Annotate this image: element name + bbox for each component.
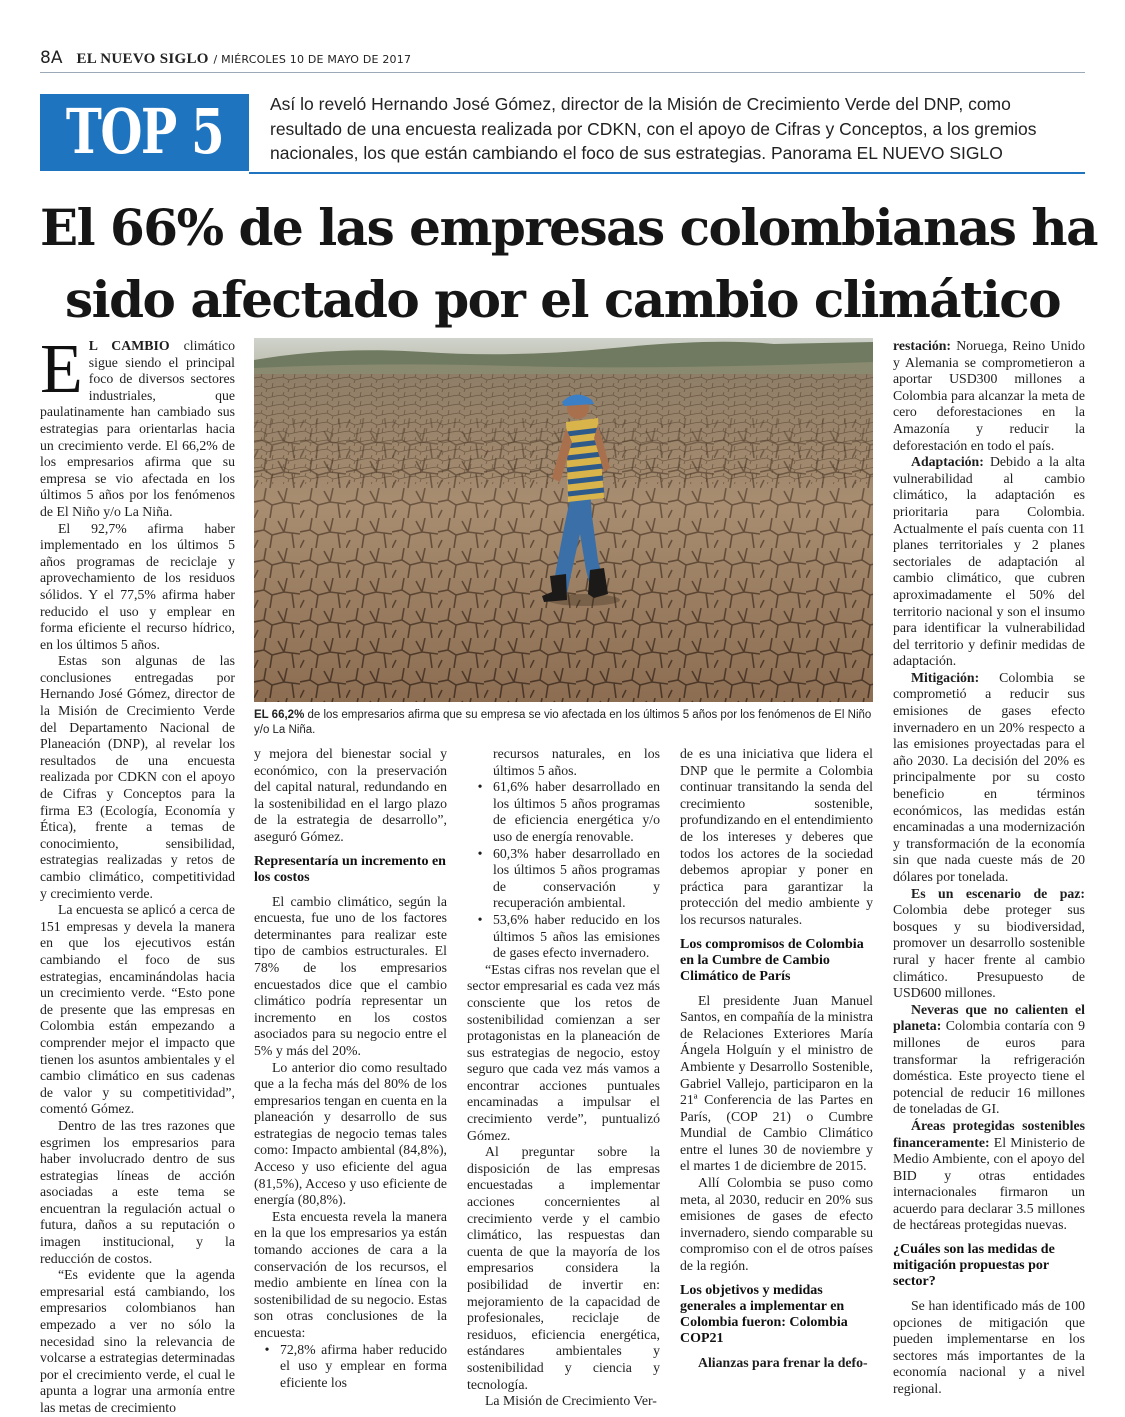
article-paragraph: “Es evidente que la agenda empresarial está cambiando, los empresarios colombianos han empezado a ver no sólo la necesidad sino la relevancia de volcarse a estrategias determinadas por el crecimiento verde, el cual le apunta a lograr una armonía entre las metas de crecimiento xyxy=(40,1267,235,1415)
subheading: Los compromisos de Colombia en la Cumbre de Cambio Climático de París xyxy=(680,936,864,984)
section-lead-bold: restación: xyxy=(893,338,951,353)
bullet-item xyxy=(254,1342,447,1392)
article-paragraph: El cambio climático, según la encuesta, fue uno de los factores determinantes para realizar este tipo de cambios estructurales. El 78% de los empresarios encuestados dice que el cambio climático podría representar un incremento en los costos asociados para su negocio entre el 5% y más del 20%. xyxy=(254,893,447,1058)
lead-in-bold: L CAMBIO xyxy=(88,338,170,353)
article-paragraph: El presidente Juan Manuel Santos, en compañía de la ministra de Relaciones Exteriores María Ángela Holguín y el ministro de Ambiente y Desarrollo Sostenible, Gabriel Vallejo, participaron en la 21ª Conferencia de las Partes en París, (COP 21) o Cumbre Mundial de Cambio Climático entre el lunes 30 de noviembre y el martes 1 de diciembre de 2015. xyxy=(680,992,873,1174)
paragraph-text: Debido a la alta vulnerabilidad al cambio climático, la adaptación es prioritaria para Colombia. Actualmente el país cuenta con 11 planes territoriales y 2 planes sectoriales de adaptación al cambio climático, que cubren aproximadamente el 50% del territorio nacional y son el insumo para identificar la vulnerabilidad del territorio y definir medidas de adaptación. xyxy=(893,454,1085,669)
lead-line: resultado de una encuesta realizada por CDKN, con el apoyo de Cifras y Conceptos, a los gremios xyxy=(270,118,1037,139)
subheading: Los objetivos y medidas generales a implementar en Colombia fueron: Colombia COP21 xyxy=(680,1282,848,1346)
bullet-icon: • xyxy=(264,1341,270,1357)
article-paragraph xyxy=(893,1002,1085,1118)
paragraph-text: climático sigue siendo el principal foco de diversos sectores industriales, que paulatinamente han cambiado sus estrategias para orientarlas hacia un crecimiento verde. El 66,2% de los empresarios afirma que su empresa se vio afectada en los últimos 5 años por los fenómenos de El Niño y/o La Niña. xyxy=(40,338,235,519)
article-paragraph xyxy=(893,886,1085,1002)
bullet-spacer xyxy=(467,746,493,779)
article-paragraph: “Estas cifras nos revelan que el sector empresarial es cada vez más consciente que los retos de sostenibilidad comienzan a ser protagonistas en la planeación de sus estrategias de negocio, estoy seguro que cada vez más vamos a encontrar acciones puntuales encaminadas a impulsar el crecimiento verde”, puntualizó Gómez. xyxy=(467,961,660,1143)
drop-cap: E xyxy=(40,331,83,408)
newspaper-name: EL NUEVO SIGLO xyxy=(76,51,209,67)
header-rule xyxy=(40,72,1085,73)
section-lead-bold: Áreas protegidas sostenibles financeramente: xyxy=(893,1117,1085,1150)
article-paragraph xyxy=(680,1355,873,1372)
bullet-icon: • xyxy=(477,911,483,927)
article-paragraph: de es una iniciativa que lidera el DNP que le permite a Colombia continuar transitando la senda del crecimiento sostenible, profundizando en el entendimiento de los intereses y deberes que todos los actores de la sociedad debemos apropiar y poner en práctica para garantizar la protección del medio ambiente y los recursos naturales. xyxy=(680,746,873,927)
article-paragraph: La Misión de Crecimiento Ver- xyxy=(485,1393,657,1409)
article-paragraph: Estas son algunas de las conclusiones entregadas por Hernando José Gómez, director de la Misión de Crecimiento Verde del Departamento Nacional de Planeación (DNP), al revelar los resultados de una encuesta realizada por CDKN con el apoyo de Cifras y Conceptos para la firma E3 (Ecología, Economía y Ética), frente a temas de conocimiento, sensibilidad, estrategias realizadas y retos de cambio climático, competitividad y crecimiento verde. xyxy=(40,653,235,901)
bullet-text: 61,6% haber desarrollado en los últimos 5 años programas de eficiencia energética y/o uso de energía renovable. xyxy=(493,779,660,844)
paragraph-text: Colombia se comprometió a reducir sus emisiones de gases efecto invernadero en un 20% respecto a las emisiones proyectadas para el año 2030. La decisión del 20% es principalmente por su costo beneficio en términos económicos, las medidas están encaminadas a una modernización y transformación de la economía sin que nada cueste más de 20 dólares por tonelada. xyxy=(893,669,1085,884)
section-lead-bold: Adaptación: xyxy=(911,454,984,470)
article-paragraph: Lo anterior dio como resultado que a la fecha más del 80% de los empresarios tengan en cuenta en la planeación y desarrollo de sus estrategias de negocio temas tales como: Impacto ambiental (84,8%), Acceso y uso eficiente del agua (81,5%), Acceso y uso eficiente de energía (80,8%). xyxy=(254,1059,447,1208)
lead-line: nacionales, los que están cambiando el foco de sus estrategias. Panorama EL NUEVO SIGLO xyxy=(270,143,1003,163)
article-paragraph xyxy=(893,454,1085,670)
bullet-item xyxy=(467,746,660,779)
article-column-1 xyxy=(40,331,235,1417)
bullet-icon: • xyxy=(477,845,483,861)
article-paragraph xyxy=(40,331,235,521)
bullet-text: 72,8% afirma haber reducido el uso y emplear en forma eficiente los xyxy=(280,1341,447,1390)
article-paragraph: Se han identificado más de 100 opciones de mitigación que pueden implementarse en los sectores más importantes de la economía nacional y a nivel regional. xyxy=(893,1298,1085,1397)
article-paragraph: y mejora del bienestar social y económico, con la preservación del capital natural, redundando en la sostenibilidad en el largo plazo de la estrategia de desarrollo”, aseguró Gómez. xyxy=(254,746,447,844)
page-number: 8A xyxy=(40,48,63,68)
article-photo xyxy=(254,338,873,702)
lead-paragraph xyxy=(270,92,1090,166)
article-paragraph: Al preguntar sobre la disposición de las empresas encuestadas a implementar acciones concernientes al crecimiento verde y el cambio climático, las respuestas dan cuenta de que la mayoría de los empresarios considera la posibilidad de invertir en: mejoramiento de la capacidad de profesionales, reciclaje de residuos, eficiencia energética, estándares ambientales y sostenibilidad y ciencia y tecnología. xyxy=(467,1144,660,1392)
article-paragraph: El 92,7% afirma haber implementado en los últimos 5 años programas de reciclaje y aprovechamiento de los residuos sólidos. Y el 77,5% afirma haber reducido el uso y emplear en forma eficiente el recurso hídrico, en los últimos 5 años. xyxy=(40,520,235,652)
section-lead-bold: Neveras que no calienten el planeta: xyxy=(893,1001,1085,1034)
page-folio xyxy=(40,48,411,68)
lead-line: Así lo reveló Hernando José Gómez, director de la Misión de Crecimiento Verde del DNP, como xyxy=(270,94,1011,114)
paragraph-text: Colombia debe proteger sus bosques y su biodiversidad, promover un desarrollo sostenible rural y hacer frente al cambio climático. Presupuesto de USD600 millones. xyxy=(893,902,1085,1001)
article-paragraph: Dentro de las tres razones que esgrimen los empresarios para haber involucrado dentro de sus estrategias líneas de acción asociadas a este tema se encuentran la regulación actual o futura, daños a su reputación o imagen institucional, y la reducción de costos. xyxy=(40,1117,235,1266)
paragraph-text: El Ministerio de Medio Ambiente, con el apoyo del BID y otras entidades internacionales firmaron un acuerdo para declarar 3.5 millones de hectáreas protegidas nuevas. xyxy=(893,1134,1085,1233)
subheading: Representaría un incremento en los costos xyxy=(254,853,446,885)
bullet-icon: • xyxy=(477,779,483,795)
article-paragraph xyxy=(893,670,1085,886)
bullet-item xyxy=(467,912,660,962)
bullet-text: recursos naturales, en los últimos 5 años. xyxy=(493,746,660,778)
section-lead-bold: Mitigación: xyxy=(911,669,980,685)
subheading: ¿Cuáles son las medidas de mitigación propuestas por sector? xyxy=(893,1242,1055,1290)
section-rule xyxy=(249,172,1085,174)
article-paragraph xyxy=(893,338,1085,454)
bullet-text: 60,3% haber desarrollado en los últimos 5 años programas de conservación y recuperación ambiental. xyxy=(493,845,660,911)
paragraph-text: Colombia contaría con 9 millones de euros para transformar la refrigeración doméstica. Este proyecto tiene el potencial de reducir 16 millones de toneladas de GI. xyxy=(893,1018,1085,1117)
article-paragraph: Allí Colombia se puso como meta, al 2030, reducir en 20% sus emisiones de gases de efecto invernadero, siendo comparable su compromiso con el de otros países de la región. xyxy=(680,1175,873,1274)
section-lead-bold: Es un escenario de paz: xyxy=(911,885,1085,901)
bullet-text: 53,6% haber reducido en los últimos 5 años las emisiones de gases efecto invernadero. xyxy=(493,911,660,961)
photo-caption xyxy=(254,708,873,738)
article-column-2 xyxy=(254,746,447,1391)
section-badge-label: TOP 5 xyxy=(65,95,224,168)
publication-date: / MIÉRCOLES 10 DE MAYO DE 2017 xyxy=(213,53,412,66)
article-column-4 xyxy=(680,746,873,1371)
section-badge xyxy=(40,94,249,171)
article-paragraph: Esta encuesta revela la manera en la que los empresarios ya están tomando acciones de cara a la conservación de los recursos, el medio ambiente en línea con la sostenibilidad de su negocio. Estas son otras conclusiones de la encuesta: xyxy=(254,1208,447,1340)
caption-bold: EL 66,2% xyxy=(254,709,305,721)
article-column-5 xyxy=(893,338,1085,1398)
article-paragraph xyxy=(893,1118,1085,1234)
headline-line: sido afectado por el cambio climático xyxy=(64,270,1061,329)
bullet-item xyxy=(467,779,660,845)
article-paragraph: La encuesta se aplicó a cerca de 151 empresas y devela la manera en que los ejecutivos están cambiando el foco de sus estrategias, encaminándolas hacia un crecimiento verde. “Esto pone de presente que las empresas en Colombia están empezando a comprender mejor el impacto que tienen los asuntos ambientales y el cambio climático en sus cadenas de valor y su competitividad”, comentó Gómez. xyxy=(40,902,235,1117)
paragraph-text: Noruega, Reino Unido y Alemania se comprometieron a aportar USD300 millones a Colombia para alcanzar la meta de cero deforestaciones en la Amazonía y reducir la deforestación en todo el país. xyxy=(893,338,1085,453)
drought-photo-illustration xyxy=(254,338,873,702)
bullet-item xyxy=(467,846,660,912)
headline-line: El 66% de las empresas colombianas ha xyxy=(40,198,1098,257)
section-lead-bold: Alianzas para frenar la defo- xyxy=(698,1354,868,1370)
caption-text: de los empresarios afirma que su empresa se vio afectada en los últimos 5 años por los fenómenos de El Niño y/o La Niña. xyxy=(254,709,872,736)
article-column-3 xyxy=(467,746,660,1410)
headline xyxy=(40,192,1098,336)
